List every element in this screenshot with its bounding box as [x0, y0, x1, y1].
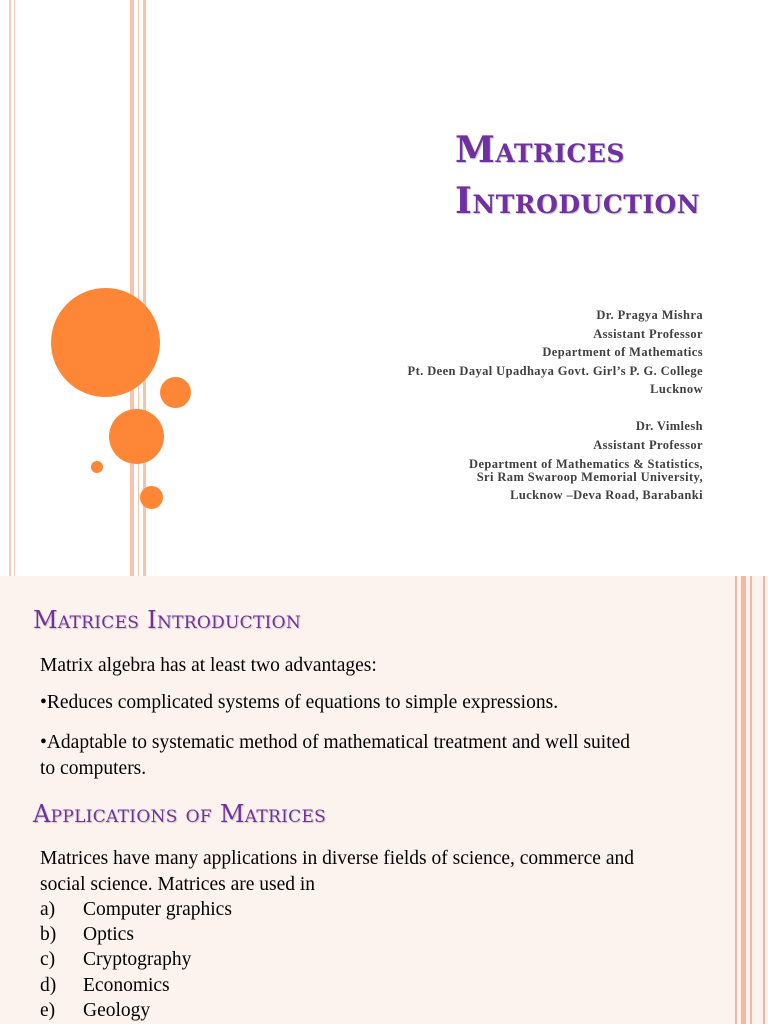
author-block: [408, 306, 703, 505]
author1-role: Assistant Professor: [593, 326, 703, 341]
author1-department: Department of Mathematics: [542, 345, 703, 360]
decorative-circle-medium: [109, 409, 164, 464]
decorative-stripe: [138, 0, 139, 576]
list-marker: d): [40, 975, 57, 996]
list-text: Cryptography: [83, 949, 192, 970]
content-slide: [0, 576, 768, 1024]
decorative-circle-small: [140, 486, 163, 509]
title-line-1: Matrices: [455, 129, 625, 171]
list-text: Optics: [83, 924, 134, 945]
applications-intro: Matrices have many applications in diverse fields of science, commerce and social science. Matrices are used in: [40, 848, 634, 895]
intro-text: Matrix algebra has at least two advantages:: [40, 655, 377, 676]
list-marker: a): [40, 899, 56, 920]
author2-university: Sri Ram Swaroop Memorial University,: [476, 469, 703, 484]
author2-name: Dr. Vimlesh: [635, 418, 703, 433]
decorative-stripe: [750, 576, 752, 1024]
decorative-stripe: [735, 576, 737, 1024]
list-item: [40, 947, 191, 972]
decorative-stripe: [9, 0, 11, 576]
decorative-stripe: [763, 576, 765, 1024]
list-item: [40, 973, 170, 998]
author1-city: Lucknow: [650, 382, 703, 397]
list-text: Geology: [83, 1000, 151, 1021]
decorative-circle-tiny: [91, 461, 103, 473]
bullet-1: •Reduces complicated systems of equations to simple expressions.: [40, 692, 559, 713]
list-item: [40, 897, 232, 922]
list-item: [40, 922, 134, 947]
list-text: Computer graphics: [83, 899, 232, 920]
author2-role: Assistant Professor: [593, 437, 703, 452]
decorative-stripe: [741, 576, 746, 1024]
decorative-stripe: [14, 0, 15, 576]
decorative-circle-small: [160, 377, 191, 408]
list-item: [40, 998, 150, 1023]
list-text: Economics: [83, 975, 170, 996]
author2-address: Lucknow –Deva Road, Barabanki: [510, 488, 703, 503]
bullet-2: •Adaptable to systematic method of mathematical treatment and well suited to computers.: [40, 732, 631, 779]
author1-name: Dr. Pragya Mishra: [596, 308, 703, 322]
title-line-2: Introduction: [455, 180, 701, 222]
decorative-stripe: [130, 0, 134, 576]
decorative-circle-large: [51, 288, 160, 397]
author2-department: Department of Mathematics & Statistics,: [469, 457, 703, 472]
author1-college: Pt. Deen Dayal Upadhaya Govt. Girl’s P. G. College: [407, 363, 703, 378]
section-heading-introduction: Matrices Introduction: [33, 606, 302, 634]
slide-title: [455, 129, 701, 234]
list-marker: e): [40, 1000, 56, 1021]
list-marker: b): [40, 924, 57, 945]
section-heading-applications: Applications of Matrices: [33, 800, 327, 828]
list-marker: c): [40, 949, 56, 970]
